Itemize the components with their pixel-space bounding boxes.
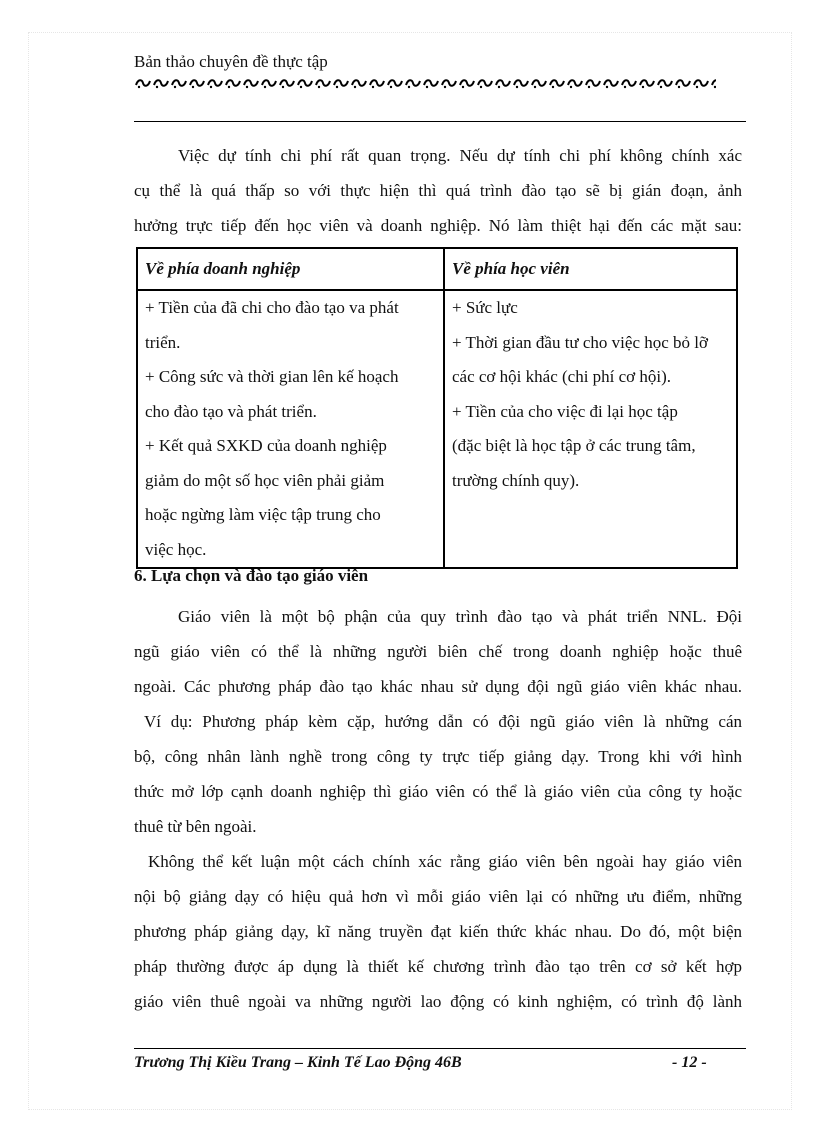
- footer-author: Trương Thị Kiều Trang – Kinh Tế Lao Động 46B: [134, 1054, 462, 1071]
- enterprise-line: + Tiền của đã chi cho đào tạo va phát: [145, 298, 399, 317]
- table-body-row: [137, 290, 737, 568]
- page-number: - 12 -: [672, 1054, 707, 1071]
- footer-rule: [134, 1048, 746, 1049]
- learner-line: (đặc biệt là học tập ở các trung tâm,: [452, 436, 696, 455]
- para1-line-1: Giáo viên là một bộ phận của quy trình đào tạo và phát triển NNL. Đội: [178, 607, 742, 626]
- learner-line: + Tiền của cho việc đi lại học tập: [452, 401, 678, 421]
- intro-line-3: hưởng trực tiếp đến học viên và doanh nghiệp. Nó làm thiệt hại đến các mặt sau:: [134, 216, 742, 235]
- header-enterprise: Về phía doanh nghiệp: [137, 248, 444, 290]
- enterprise-line: việc học.: [145, 539, 207, 559]
- para3-line-3: phương pháp giảng dạy, kĩ năng truyền đạt kiến thức khác nhau. Do đó, một biện: [134, 922, 742, 941]
- header-title: Bản thảo chuyên đề thực tập: [134, 52, 328, 71]
- learner-cell: [444, 290, 737, 568]
- learner-line: các cơ hội khác (chi phí cơ hội).: [452, 367, 672, 386]
- para1-line-2: ngũ giáo viên có thể là những người biên chế trong doanh nghiệp hoặc thuê: [134, 642, 742, 661]
- comparison-table: [136, 247, 738, 569]
- intro-line-1: Việc dự tính chi phí rất quan trọng. Nếu dự tính chi phí không chính xác: [178, 146, 742, 165]
- para3-line-4: pháp thường được áp dụng là thiết kế chương trình đào tạo trên cơ sở kết hợp: [134, 957, 742, 976]
- para2-line-3: thức mở lớp cạnh doanh nghiệp thì giáo viên có thể là giáo viên của công ty hoặc: [134, 782, 742, 801]
- para2-line-2: bộ, công nhân lành nghề trong công ty trực tiếp giảng dạy. Trong khi với hình: [134, 747, 742, 766]
- enterprise-line: hoặc ngừng làm việc tập trung cho: [145, 505, 381, 524]
- para1-line-3: ngoài. Các phương pháp đào tạo khác nhau sử dụng đội ngũ giáo viên khác nhau.: [134, 677, 742, 696]
- para3-line-1: Không thể kết luận một cách chính xác rằng giáo viên bên ngoài hay giáo viên: [148, 852, 742, 871]
- learner-line: trường chính quy).: [452, 470, 580, 490]
- intro-line-2: cụ thể là quá thấp so với thực hiện thì quá trình đào tạo sẽ bị gián đoạn, ảnh: [134, 181, 742, 200]
- enterprise-line: + Kết quả SXKD của doanh nghiệp: [145, 436, 387, 455]
- header-learner: Về phía học viên: [444, 248, 737, 290]
- enterprise-line: cho đào tạo và phát triển.: [145, 401, 317, 421]
- section-heading: 6. Lựa chọn và đào tạo giáo viên: [134, 566, 369, 585]
- header-rule: [134, 121, 746, 122]
- para3-line-5: giáo viên thuê ngoài va những người lao động có kinh nghiệm, có trình độ lành: [134, 992, 742, 1011]
- para3-line-2: nội bộ giảng dạy có hiệu quả hơn vì mỗi giáo viên lại có những ưu điểm, những: [134, 887, 742, 906]
- learner-line: + Sức lực: [452, 298, 518, 317]
- enterprise-line: + Công sức và thời gian lên kế hoạch: [145, 367, 399, 386]
- enterprise-line: triển.: [145, 332, 181, 352]
- table-header-row: [137, 248, 737, 290]
- decorative-border-ornament: [134, 76, 716, 90]
- para2-line-4: thuê từ bên ngoài.: [134, 817, 257, 836]
- enterprise-line: giảm do một số học viên phải giảm: [145, 470, 385, 490]
- enterprise-cell: [137, 290, 444, 568]
- learner-line: + Thời gian đầu tư cho việc học bỏ lỡ: [452, 332, 708, 352]
- para2-line-1: Ví dụ: Phương pháp kèm cặp, hướng dẫn có đội ngũ giáo viên là những cán: [144, 712, 742, 731]
